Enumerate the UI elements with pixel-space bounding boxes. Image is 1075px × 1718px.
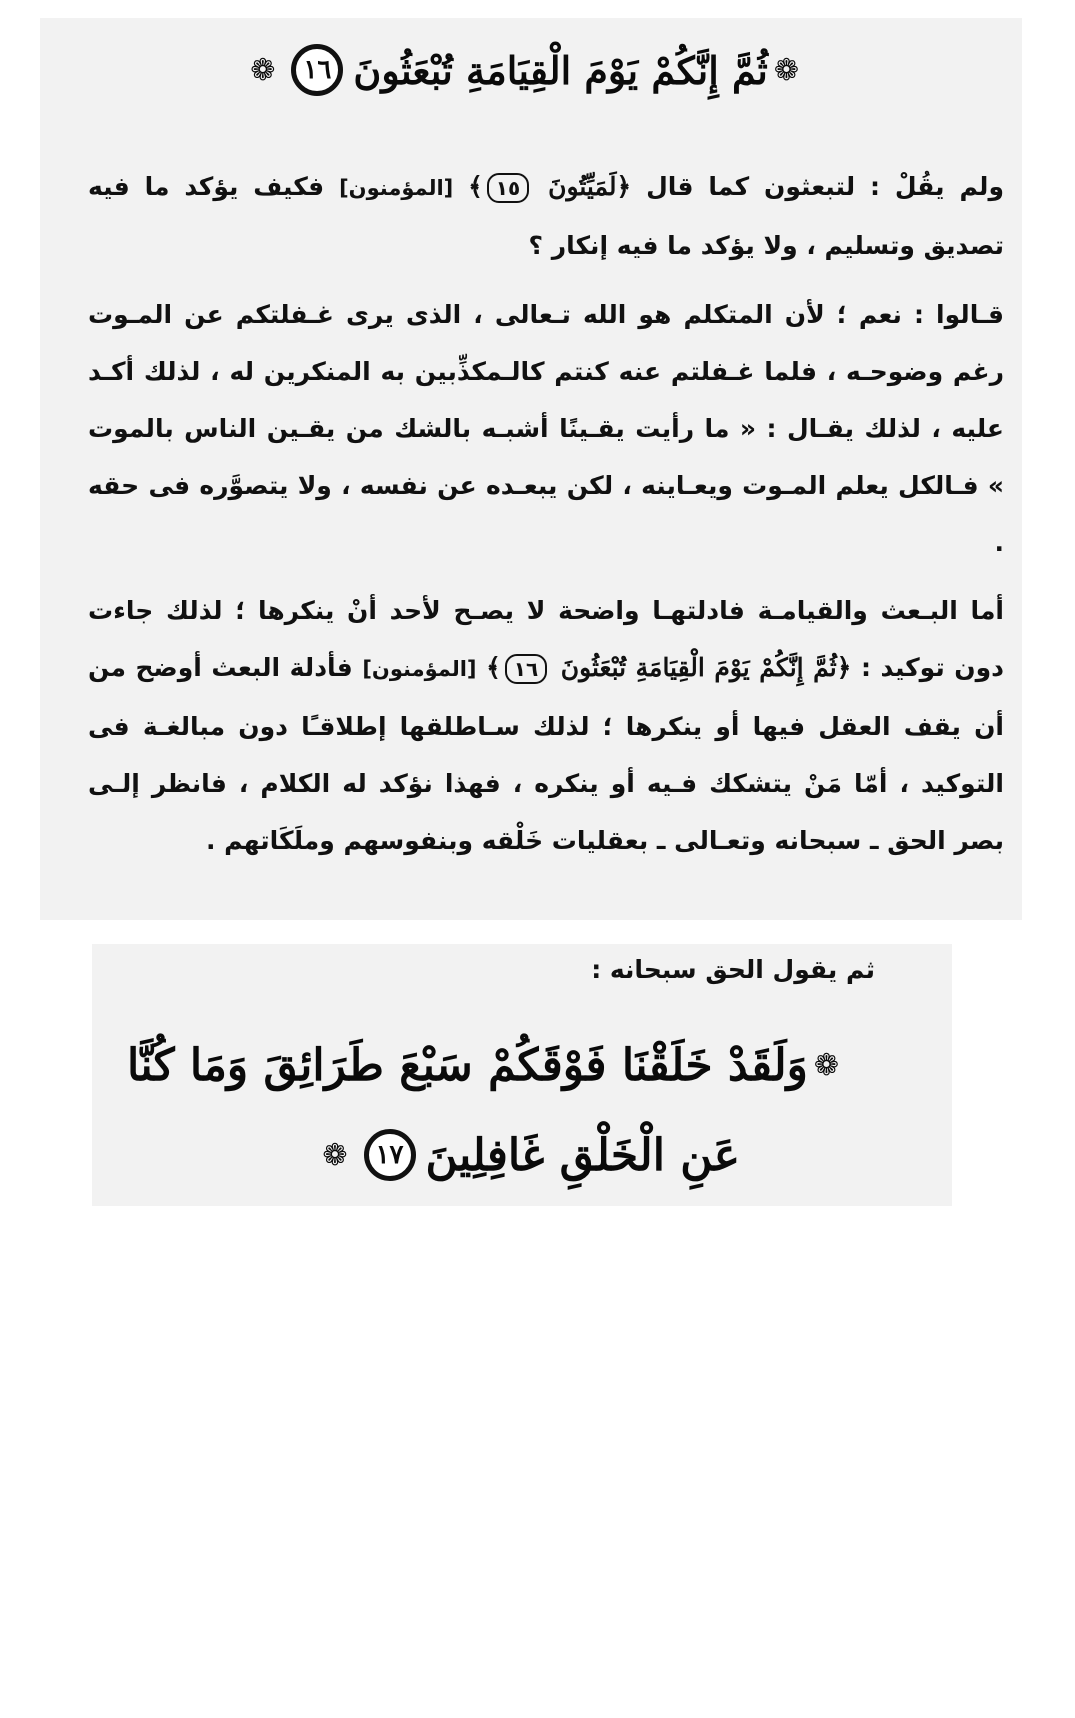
paragraph-text: أما البـعث والقيامـة فادلتهـا واضحة لا يصـح لأحد أنْ ينكرها ؛ لذلك جاءت دون توكيد :	[88, 596, 1004, 682]
quran-quote: ﴿ثُمَّ إِنَّكُمْ يَوْمَ الْقِيَامَةِ تُبْعَثُونَ	[560, 653, 852, 682]
verse-17-text-line-1: وَلَقَدْ خَلَقْنَا فَوْقَكُمْ سَبْعَ طَرَائِقَ وَمَا كُنَّا	[126, 1039, 808, 1091]
ayah-number-inline: ١٦	[505, 654, 547, 684]
ornament-close-icon: ❁	[322, 1137, 348, 1173]
paragraph-text: فكيف يؤكد ما فيه تصديق وتسليم ، ولا يؤكد ما فيه إنكار ؟	[88, 172, 1004, 260]
paragraph-text: فأدلة البعث أوضح من أن يقف العقل فيها أو ينكرها ؛ لذلك سـاطلقها إطلاقـًا دون مبالغـة فى التوكيد ، أمّا مَنْ يتشكك فـيه أو ينكره ، فهذا نؤكد له الكلام ، فانظر إلـى بصر الحق ـ سبحانه وتعـالى ـ بعقليات خَلْقه وبنفوسهم وملَكَاتهم .	[88, 653, 1004, 855]
verse-17-line-1	[127, 1030, 845, 1100]
ornament-open-icon: ❁	[773, 52, 799, 88]
paragraph-text: ولم يقُلْ : لتبعثون كما قال	[631, 172, 1004, 201]
ayah-number-badge: ١٧	[364, 1129, 416, 1181]
paragraph-text: قـالوا : نعم ؛ لأن المتكلم هو الله تـعالى ، الذى يرى غـفلتكم عن المـوت رغم وضوحـه ، فلما غـفلتم عنه كنتم كالـمكذِّبين به المنكرين له ، لذلك أكـد عليه ، لذلك يقـال : « ما رأيت يقـينًا أشبـه بالشك من يقـين الناس بالموت » فـالكل يعلم المـوت ويعـاينه ، لكن يبعـده عن نفسه ، ولا يتصوَّره فى حقه .	[88, 300, 1004, 557]
ornament-close-icon: ❁	[250, 52, 276, 88]
quote-close-bracket: ﴾	[468, 172, 483, 201]
quran-quote: ﴿لَمَيِّتُونَ	[548, 172, 632, 201]
verse-17-line-2	[316, 1120, 740, 1190]
sura-name: [المؤمنون]	[362, 657, 477, 681]
paragraph-3	[88, 582, 1004, 869]
ayah-number-inline: ١٥	[487, 173, 529, 203]
ornament-open-icon: ❁	[813, 1047, 839, 1083]
verse-17-text-line-2: عَنِ الْخَلْقِ غَافِلِينَ	[425, 1129, 740, 1181]
paragraph-2	[88, 286, 1004, 571]
header-verse-text: ثُمَّ إِنَّكُمْ يَوْمَ الْقِيَامَةِ تُبْعَثُونَ	[353, 47, 768, 93]
intro-line: ثم يقول الحق سبحانه :	[591, 955, 875, 984]
sura-name: [المؤمنون]	[339, 176, 454, 200]
paragraph-1	[88, 158, 1004, 274]
ayah-number-badge: ١٦	[291, 44, 343, 96]
quote-close-bracket: ﴾	[486, 653, 501, 682]
header-verse	[244, 38, 805, 102]
